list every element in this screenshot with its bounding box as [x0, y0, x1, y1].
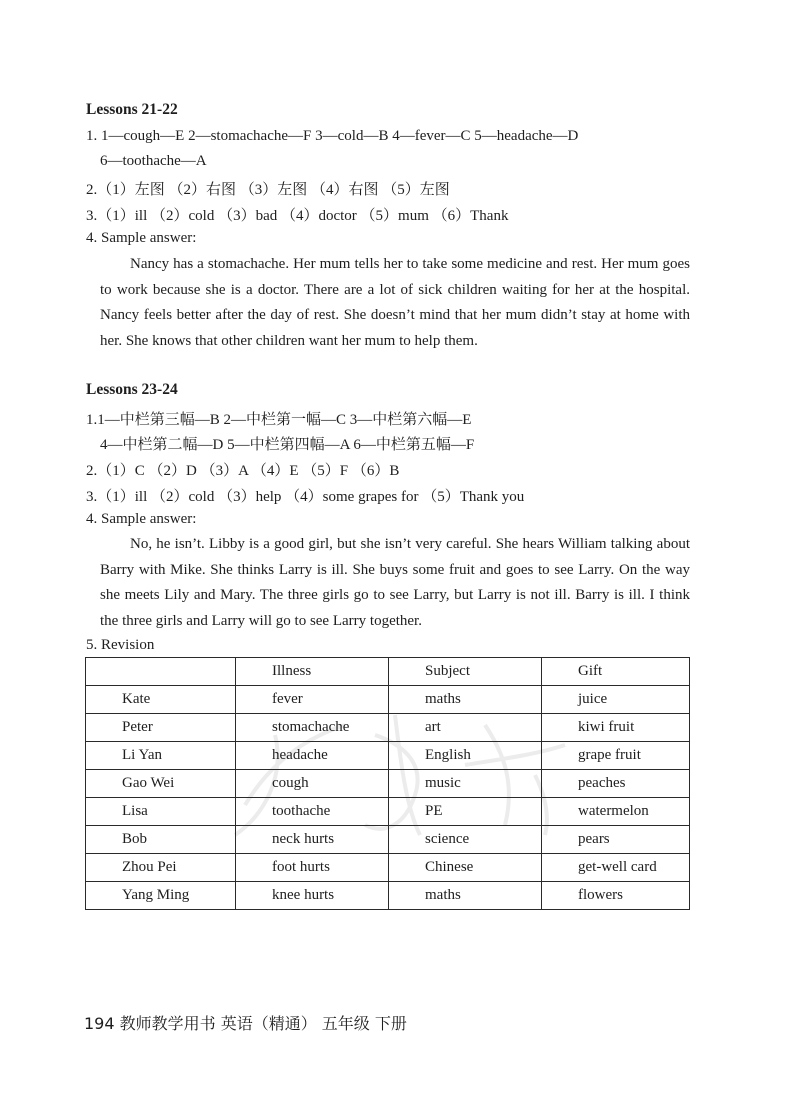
lessons-23-24-heading: Lessons 23-24 [86, 381, 178, 398]
table-row [86, 770, 690, 798]
table-row [86, 826, 690, 854]
table-row [86, 742, 690, 770]
table-cell: Yang Ming [86, 882, 236, 910]
table-cell: Gao Wei [86, 770, 236, 798]
table-row [86, 798, 690, 826]
table-cell: stomachache [236, 714, 389, 742]
table-cell: Chinese [389, 854, 542, 882]
s2-q3: 3.（1）ill （2）cold （3）help （4）some grapes for （5）Thank you [86, 489, 525, 505]
table-cell: Li Yan [86, 742, 236, 770]
s2-q1-line1: 1.1—中栏第三幅—B 2—中栏第一幅—C 3—中栏第六幅—E [86, 412, 472, 428]
revision-table [85, 657, 690, 910]
table-cell: Lisa [86, 798, 236, 826]
page-footer: 194 教师教学用书 英语（精通） 五年级 下册 [84, 1014, 407, 1033]
table-row [86, 882, 690, 910]
table-cell: English [389, 742, 542, 770]
table-cell: grape fruit [542, 742, 690, 770]
table-cell: foot hurts [236, 854, 389, 882]
s1-q4-label: 4. Sample answer: [86, 230, 197, 246]
table-header-cell: Subject [389, 658, 542, 686]
s2-q1-line2: 4—中栏第二幅—D 5—中栏第四幅—A 6—中栏第五幅—F [100, 437, 475, 453]
table-cell: juice [542, 686, 690, 714]
table-cell: music [389, 770, 542, 798]
s2-q5-label: 5. Revision [86, 637, 155, 653]
s2-q4-answer: No, he isn’t. Libby is a good girl, but she isn’t very careful. She hears William talking about Barry with Mike. She thinks Larry is ill. She buys some fruit and goes to see Larry. On the way she meets Lily and Mary. The three girls go to see Larry, but Larry is not ill. Barry is ill. I think the three girls and Larry will go to see Larry together. [100, 536, 690, 629]
table-cell: kiwi fruit [542, 714, 690, 742]
table-header-cell [86, 658, 236, 686]
table-cell: fever [236, 686, 389, 714]
table-cell: Bob [86, 826, 236, 854]
table-cell: headache [236, 742, 389, 770]
table-cell: Peter [86, 714, 236, 742]
s1-q1-line2: 6—toothache—A [100, 153, 207, 169]
table-cell: PE [389, 798, 542, 826]
table-cell: Kate [86, 686, 236, 714]
s1-q1-line1: 1. 1—cough—E 2—stomachache—F 3—cold—B 4—fever—C 5—headache—D [86, 128, 579, 144]
table-row [86, 686, 690, 714]
table-cell: peaches [542, 770, 690, 798]
table-cell: maths [389, 686, 542, 714]
table-cell: science [389, 826, 542, 854]
table-cell: flowers [542, 882, 690, 910]
table-cell: art [389, 714, 542, 742]
table-cell: maths [389, 882, 542, 910]
lessons-21-22-heading: Lessons 21-22 [86, 101, 178, 118]
table-header-cell: Gift [542, 658, 690, 686]
table-cell: watermelon [542, 798, 690, 826]
table-header-cell: Illness [236, 658, 389, 686]
table-cell: knee hurts [236, 882, 389, 910]
s2-q4-label: 4. Sample answer: [86, 511, 197, 527]
table-cell: cough [236, 770, 389, 798]
s1-q4-answer: Nancy has a stomachache. Her mum tells her to take some medicine and rest. Her mum goes to work because she is a doctor. There are a lot of sick children waiting for her at the hospital. Nancy feels better after the day of rest. She doesn’t mind that her mum didn’t stay at home with her. She knows that other children want her mum to help them. [100, 256, 690, 349]
s2-q2: 2.（1）C （2）D （3）A （4）E （5）F （6）B [86, 463, 400, 479]
table-cell: get-well card [542, 854, 690, 882]
table-cell: Zhou Pei [86, 854, 236, 882]
table-cell: toothache [236, 798, 389, 826]
table-cell: pears [542, 826, 690, 854]
s1-q3: 3.（1）ill （2）cold （3）bad （4）doctor （5）mum （6）Thank [86, 208, 509, 224]
table-header-row [86, 658, 690, 686]
table-cell: neck hurts [236, 826, 389, 854]
table-row [86, 854, 690, 882]
s1-q2: 2.（1）左图 （2）右图 （3）左图 （4）右图 （5）左图 [86, 182, 450, 198]
table-row [86, 714, 690, 742]
